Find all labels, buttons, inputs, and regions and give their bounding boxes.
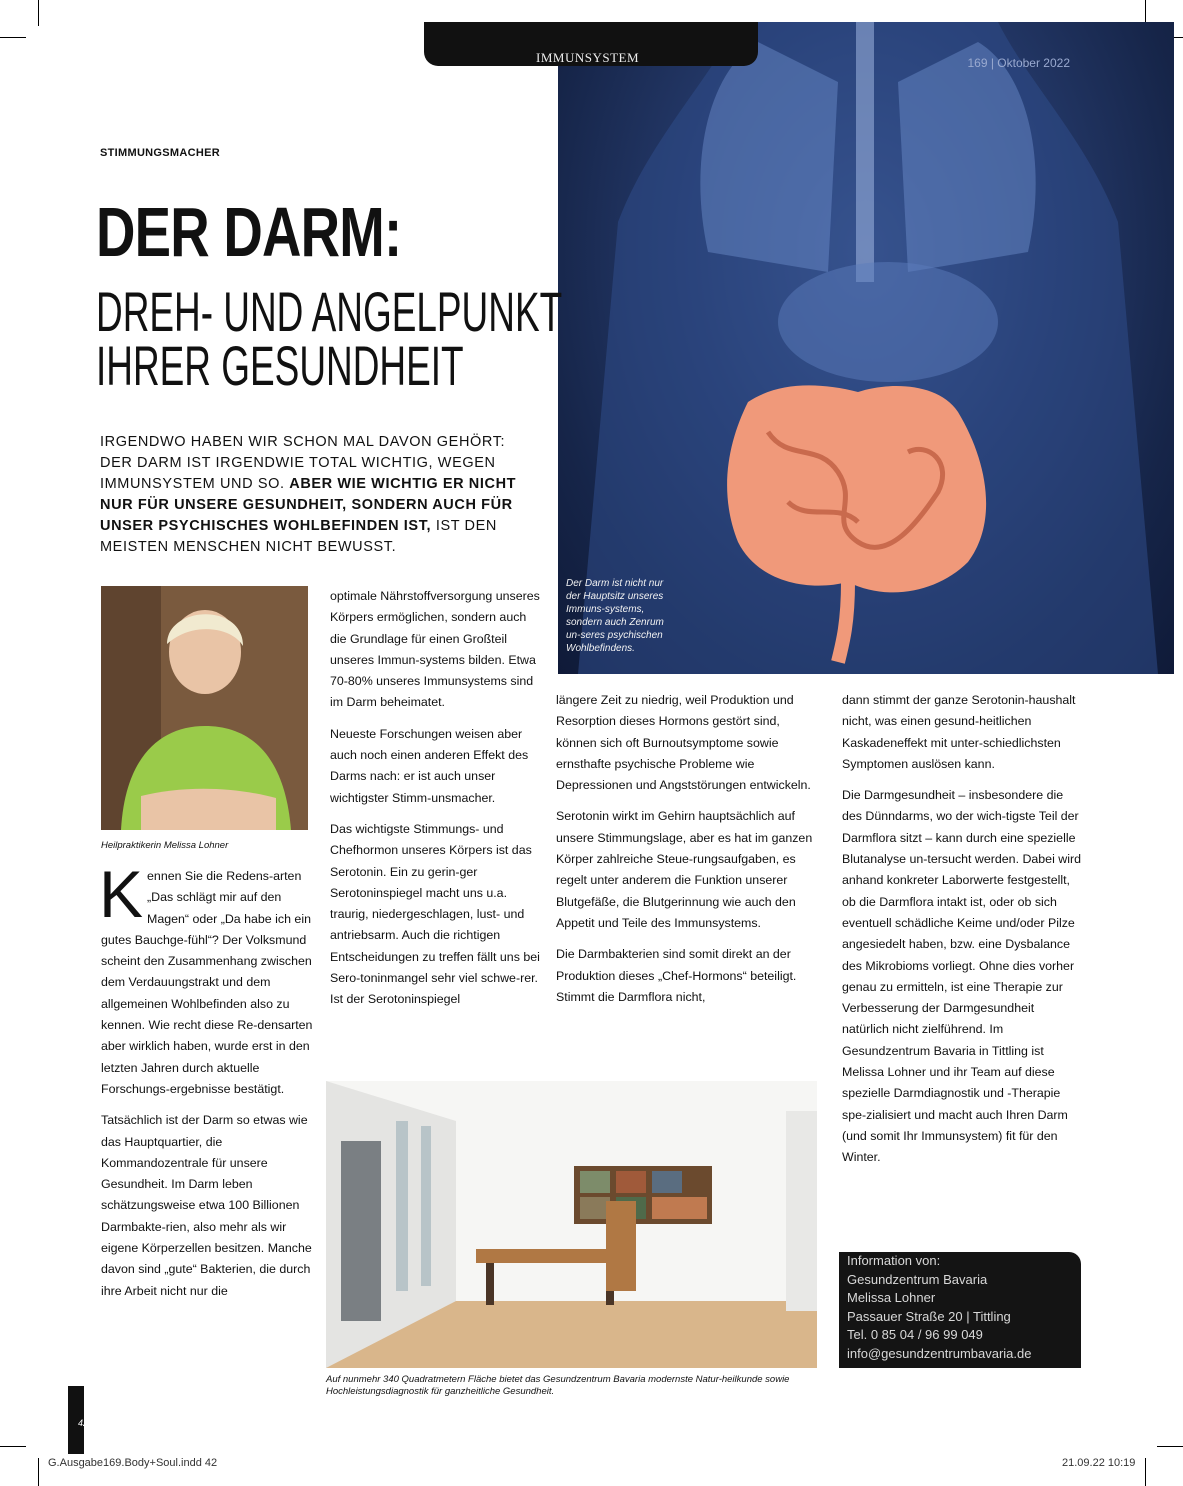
paragraph: optimale Nährstoffversorgung unseres Körpers ermöglichen, sondern auch die Grundlage für einen Großteil unseres Immun-systems bilden. Etwa 70-80% unseres Immunsystems sind im Darm beheimatet.: [330, 589, 540, 710]
office-illustration: [326, 1081, 817, 1368]
lead-bold: ABER WIE WICHTIG ER NICHT NUR FÜR UNSERE GESUNDHEIT, SONDERN AUCH FÜR UNSER PSYCHISCHES WOHLBEFINDEN IST,: [100, 476, 517, 534]
office-photo: [326, 1081, 817, 1368]
paragraph: [99, 857, 313, 1100]
section-tab: [424, 22, 758, 66]
paragraph-text: ennen Sie die Redens-arten „Das schlägt mir auf den Magen“ oder „Da habe ich ein gutes Bauchge-fühl“? Der Volksmund scheint den Zusammenhang zwischen dem Verdauungstrakt und dem allgemeinen Wohlbefinden also zu kennen. Wie recht diese Re-densarten aber wirklich haben, wurde erst in den letzten Jahren durch aktuelle Forschungs-ergebnisse bestätigt.: [101, 869, 313, 1096]
paragraph: Serotonin wirkt im Gehirn hauptsächlich auf unsere Stimmungslage, aber es hat im ganzen Körper zahlreiche Steue-rungsaufgaben, es regelt unter anderem die Funktion unserer Blutgefäße, die Blutgerinnung wie auch den Appetit und Teile des Immunsystems.: [556, 809, 813, 930]
crop-mark: [0, 37, 26, 38]
paragraph: dann stimmt der ganze Serotonin-haushalt nicht, was einen gesund-heitlichen Kaskadeneffekt mit unter-schiedlichsten Symptomen auslösen kann.: [842, 693, 1076, 771]
portrait-illustration: [101, 586, 308, 830]
hero-caption: Der Darm ist nicht nur der Hauptsitz unseres Immuns-systems, sondern auch Zenrum un-seres psychischen Wohlbefindens.: [566, 578, 664, 654]
crop-mark: [0, 1446, 26, 1447]
text-column-3: [556, 690, 814, 1018]
lead-part-2: IST DEN MEISTEN MENSCHEN NICHT BEWUSST.: [100, 518, 497, 555]
crop-mark: [1157, 1446, 1183, 1447]
info-email: info@gesundzentrumbavaria.de: [847, 1345, 1032, 1361]
lead-part-1: IRGENDWO HABEN WIR SCHON MAL DAVON GEHÖRT: DER DARM IST IRGENDWIE TOTAL WICHTIG, WEGEN IMMUNSYSTEM UND SO.: [100, 434, 506, 492]
office-caption: Auf nunmehr 340 Quadratmetern Fläche bietet das Gesundzentrum Bavaria modernste Natur-heilkunde sowie Hochleistungsdiagnostik für ganzheitliche Gesundheit.: [326, 1374, 790, 1397]
text-column-2: [330, 586, 540, 1021]
paragraph: Die Darmbakterien sind somit direkt an der Produktion dieses „Chef-Hormons“ beteiligt. Stimmt die Darmflora nicht,: [556, 947, 797, 1004]
headline: DER DARM:: [96, 193, 402, 271]
page-number: 42: [78, 1418, 89, 1428]
section-label: IMMUNSYSTEM: [536, 50, 640, 65]
info-heading: Information von:: [847, 1253, 941, 1268]
paragraph: Das wichtigste Stimmungs- und Chefhormon unseres Körpers ist das Serotonin. Ein zu gerin-ger Serotoninspiegel macht uns u.a. traurig, niedergeschlagen, lust- und antriebsarm. Auch die richtigen Entscheidungen zu treffen fällt uns bei Sero-toninmangel sehr viel schwe-rer. Ist der Serotoninspiegel: [330, 821, 540, 1007]
contact-info-box: [839, 1252, 1081, 1368]
slug-date: 21.09.22 10:19: [1062, 1457, 1136, 1469]
info-company: Gesundzentrum Bavaria: [847, 1271, 988, 1287]
paragraph: Neueste Forschungen weisen aber auch noch einen anderen Effekt des Darms nach: er ist auch unser wichtigster Stimm-unsmacher.: [330, 726, 529, 805]
crop-mark: [1145, 1458, 1146, 1486]
paragraph: Die Darmgesundheit – insbesondere die des Dünndarms, wo der wich-tigste Teil der Darmflora sitzt – kann durch eine spezielle Blutanalyse un-tersucht werden. Dabei wird anhand konkreter Laborwerte festgestellt, ob die Darmflora intakt ist, oder ob sich eventuell schädliche Keime und/oder Pilze angesiedelt haben, bzw. eine Dysbalance des Mikrobioms vorliegt. Ohne dies vorher genau zu ermitteln, ist eine Therapie zur Verbesserung der Darmgesundheit natürlich nicht zielführend. Im Gesundzentrum Bavaria in Tittling ist Melissa Lohner und ihr Team auf diese spezielle Darmdiagnostik und -Therapie spe-zialisiert und macht auch Ihren Darm (und somit Ihr Immunsystem) fit für den Winter.: [842, 788, 1081, 1165]
subheadline-line-2: IHRER GESUNDHEIT: [96, 334, 464, 397]
hero-anatomy-image: [558, 22, 1174, 674]
portrait-caption: Heilpraktikerin Melissa Lohner: [101, 840, 229, 851]
subheadline-line-1: DREH- UND ANGELPUNKT: [96, 280, 563, 343]
issue-label: 169 | Oktober 2022: [967, 56, 1070, 70]
drop-cap: K: [99, 857, 144, 931]
crop-mark: [38, 0, 39, 26]
info-person: Melissa Lohner: [847, 1290, 936, 1305]
paragraph: längere Zeit zu niedrig, weil Produktion und Resorption dieses Hormons gestört sind, können sich oft Burnoutsymptome sowie ernsthafte psychische Probleme wie Depressionen und Angststörungen entwickeln.: [556, 693, 811, 793]
portrait-photo: [101, 586, 308, 830]
kicker: STIMMUNGSMACHER: [100, 147, 220, 159]
info-phone: Tel. 0 85 04 / 96 99 049: [847, 1327, 983, 1342]
slug-file: G.Ausgabe169.Body+Soul.indd 42: [48, 1457, 218, 1469]
info-address: Passauer Straße 20 | Tittling: [847, 1308, 1011, 1324]
text-column-1: [99, 857, 313, 1312]
lead-paragraph: [100, 432, 530, 558]
subheadline: [96, 280, 563, 397]
text-column-4: [842, 690, 1082, 1179]
paragraph: Tatsächlich ist der Darm so etwas wie das Hauptquartier, die Kommandozentrale für unsere Gesundheit. Im Darm leben schätzungsweise etwa 100 Billionen Darmbakte-rien, also mehr als wir eigene Körperzellen besitzen. Manche davon sind „gute“ Bakterien, die durch ihre Arbeit nicht nur die: [101, 1113, 312, 1298]
crop-mark: [38, 1458, 39, 1486]
